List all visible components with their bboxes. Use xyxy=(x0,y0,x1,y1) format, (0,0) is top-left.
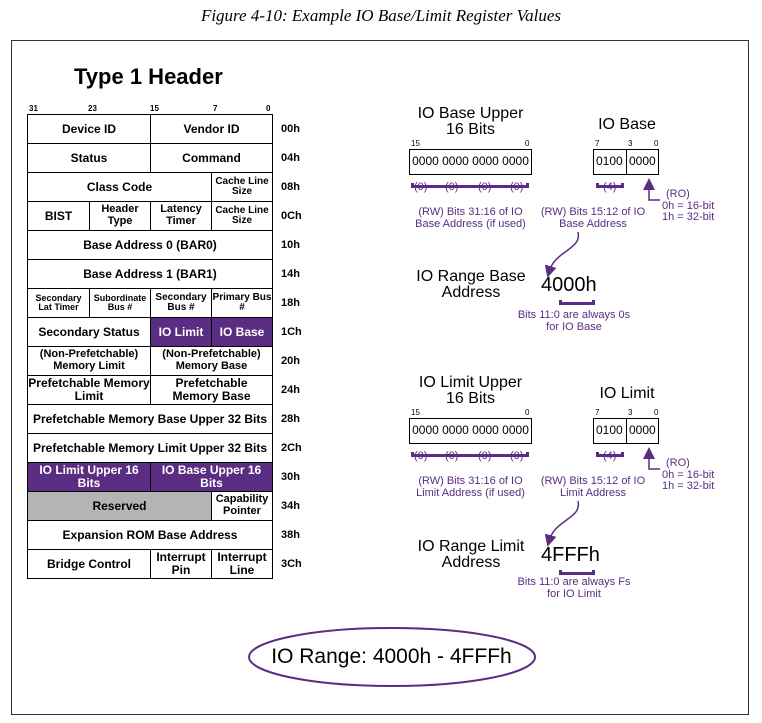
offset-label: 28h xyxy=(281,413,300,425)
header-type-cell: Header Type xyxy=(90,202,151,231)
ro-32bit: 1h = 32-bit xyxy=(662,211,715,223)
io-base-address: 4000h xyxy=(541,274,597,296)
np-memory-base-cell: (Non-Prefetchable) Memory Base xyxy=(151,347,273,376)
nibble-value: (0) xyxy=(414,450,428,462)
io-base-lo-nibble: 0000 xyxy=(629,154,656,168)
io-limit-bits-note: Bits 11:0 are always Fs for IO Limit xyxy=(517,576,631,600)
bar0-cell: Base Address 0 (BAR0) xyxy=(28,231,273,260)
offset-label: 14h xyxy=(281,268,300,280)
io-range-limit-label: IO Range Limit Address xyxy=(417,538,525,571)
interrupt-line-cell: Interrupt Line xyxy=(212,550,273,579)
io-limit-upper-title: IO Limit Upper 16 Bits xyxy=(418,374,523,407)
subordinate-bus-cell: Subordinate Bus # xyxy=(90,289,151,318)
offset-label: 24h xyxy=(281,384,300,396)
offset-label: 2Ch xyxy=(281,442,302,454)
bit-position: 31 xyxy=(29,104,38,113)
offset-label: 18h xyxy=(281,297,300,309)
io-limit-lo-nibble: 0000 xyxy=(629,423,656,437)
ro-16bit: 0h = 16-bit xyxy=(662,200,715,212)
bit-position: 0 xyxy=(266,104,271,113)
class-code-cell: Class Code xyxy=(28,173,212,202)
nibble-value: (0) xyxy=(414,181,428,193)
io-range-base-label: IO Range Base Address xyxy=(416,268,526,301)
offset-label: 08h xyxy=(281,181,300,193)
offset-label: 00h xyxy=(281,123,300,135)
nibble-value: (0) xyxy=(445,450,459,462)
io-base-bits-note: Bits 11:0 are always 0s for IO Base xyxy=(517,309,631,333)
bit-tick: 7 xyxy=(595,139,600,148)
nibble-value: (0) xyxy=(478,450,492,462)
io-base-note: (RW) Bits 15:12 of IO Base Address xyxy=(540,206,646,230)
pf-memory-base-cell: Prefetchable Memory Base xyxy=(151,376,273,405)
io-base-hi-nibble: 0100 xyxy=(596,154,623,168)
reserved-cell: Reserved xyxy=(28,492,212,521)
offset-label: 20h xyxy=(281,355,300,367)
io-limit-title: IO Limit xyxy=(599,385,655,402)
status-cell: Status xyxy=(28,144,151,173)
nibble-value: (0) xyxy=(510,181,524,193)
io-base-title: IO Base xyxy=(598,116,656,133)
figure-caption: Figure 4-10: Example IO Base/Limit Register Values xyxy=(200,6,562,25)
nibble-value: (0) xyxy=(510,450,524,462)
np-memory-limit-cell: (Non-Prefetchable) Memory Limit xyxy=(28,347,151,376)
offset-label: 1Ch xyxy=(281,326,302,338)
bit-tick: 0 xyxy=(525,408,530,417)
bit-position: 23 xyxy=(88,104,97,113)
io-base-upper-title: IO Base Upper 16 Bits xyxy=(417,105,524,138)
bit-tick: 15 xyxy=(411,139,420,148)
bit-tick: 3 xyxy=(628,408,633,417)
io-limit-cell: IO Limit xyxy=(151,318,212,347)
offset-label: 3Ch xyxy=(281,558,302,570)
io-limit-upper-cell: IO Limit Upper 16 Bits xyxy=(28,463,151,492)
primary-bus-cell: Primary Bus # xyxy=(212,289,273,318)
io-limit-upper-note: (RW) Bits 31:16 of IO Limit Address (if used) xyxy=(416,475,525,499)
vendor-id-cell: Vendor ID xyxy=(151,115,273,144)
command-cell: Command xyxy=(151,144,273,173)
bar1-cell: Base Address 1 (BAR1) xyxy=(28,260,273,289)
device-id-cell: Device ID xyxy=(28,115,151,144)
base-arrow xyxy=(549,232,578,272)
latency-timer-cell: Latency Timer xyxy=(151,202,212,231)
cache-line-size-cell: Cache Line Size xyxy=(212,173,273,202)
bit-position: 15 xyxy=(150,104,159,113)
offset-label: 04h xyxy=(281,152,300,164)
io-base-upper-cell: IO Base Upper 16 Bits xyxy=(151,463,273,492)
bridge-control-cell: Bridge Control xyxy=(28,550,151,579)
ro-16bit: 0h = 16-bit xyxy=(662,469,715,481)
secondary-status-cell: Secondary Status xyxy=(28,318,151,347)
ro-label: (RO) xyxy=(666,188,690,200)
io-base-cell: IO Base xyxy=(212,318,273,347)
offset-label: 30h xyxy=(281,471,300,483)
nibble-value: (0) xyxy=(478,181,492,193)
secondary-lat-timer-cell: Secondary Lat Timer xyxy=(28,289,90,318)
base-ro-arrow xyxy=(649,184,660,200)
capability-pointer-cell: Capability Pointer xyxy=(212,492,273,521)
bit-tick: 0 xyxy=(525,139,530,148)
bit-position: 7 xyxy=(213,104,218,113)
bit-tick: 0 xyxy=(654,408,659,417)
io-limit-hi-nibble: 0100 xyxy=(596,423,623,437)
offset-label: 34h xyxy=(281,500,300,512)
bit-tick: 15 xyxy=(411,408,420,417)
bit-tick: 0 xyxy=(654,139,659,148)
io-limit-note: (RW) Bits 15:12 of IO Limit Address xyxy=(540,475,646,499)
io-limit-field-value: (4) xyxy=(603,450,617,462)
bist-cell: BIST xyxy=(28,202,90,231)
io-base-field-value: (4) xyxy=(603,181,617,193)
secondary-bus-cell: Secondary Bus # xyxy=(151,289,212,318)
ro-32bit: 1h = 32-bit xyxy=(662,480,715,492)
pf-base-upper-cell: Prefetchable Memory Base Upper 32 Bits xyxy=(28,405,273,434)
bit-tick: 3 xyxy=(628,139,633,148)
io-range-summary: IO Range: 4000h - 4FFFh xyxy=(271,645,512,668)
ro-label: (RO) xyxy=(666,457,690,469)
io-base-upper-register: 0000 0000 0000 0000 xyxy=(409,149,532,175)
pf-limit-upper-cell: Prefetchable Memory Limit Upper 32 Bits xyxy=(28,434,273,463)
offset-label: 10h xyxy=(281,239,300,251)
offset-label: 38h xyxy=(281,529,300,541)
cache-line-size-cell: Cache Line Size xyxy=(212,202,273,231)
limit-arrow xyxy=(549,501,578,541)
bit-tick: 7 xyxy=(595,408,600,417)
offset-label: 0Ch xyxy=(281,210,302,222)
io-base-upper-note: (RW) Bits 31:16 of IO Base Address (if used) xyxy=(415,206,526,230)
pf-memory-limit-cell: Prefetchable Memory Limit xyxy=(28,376,150,403)
io-limit-upper-register: 0000 0000 0000 0000 xyxy=(409,418,532,444)
expansion-rom-cell: Expansion ROM Base Address xyxy=(28,521,273,550)
interrupt-pin-cell: Interrupt Pin xyxy=(151,550,212,579)
io-limit-address: 4FFFh xyxy=(541,544,600,566)
header-title: Type 1 Header xyxy=(74,64,223,89)
limit-ro-arrow xyxy=(649,453,660,469)
nibble-value: (0) xyxy=(445,181,459,193)
